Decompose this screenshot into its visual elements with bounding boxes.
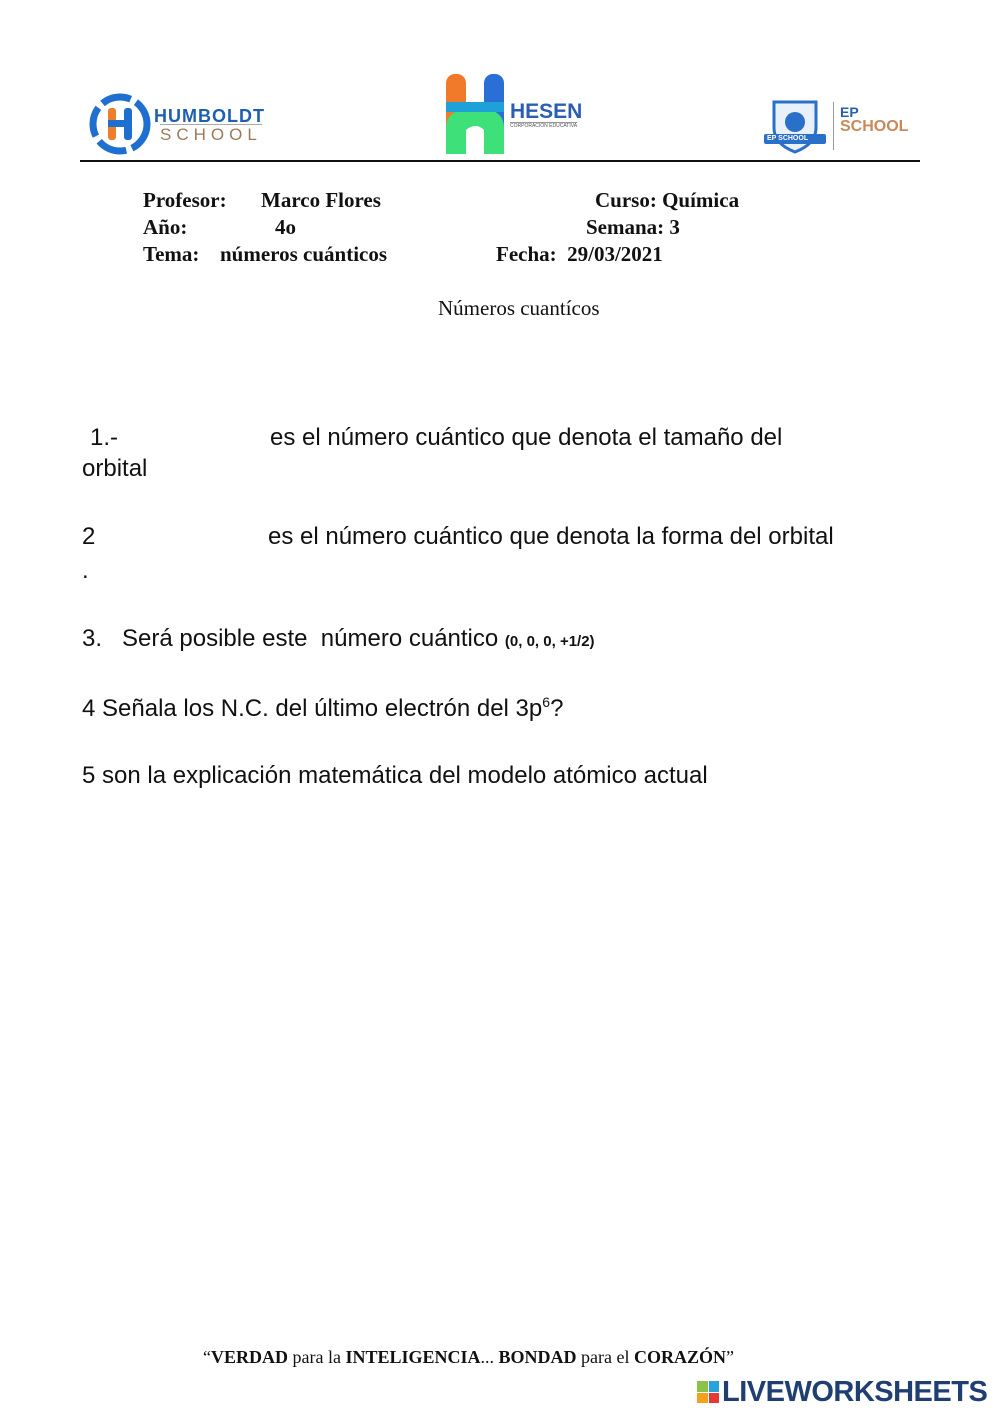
profesor-label: Profesor: <box>143 188 227 212</box>
anio-value: 4o <box>275 215 296 239</box>
q4-superscript: 6 <box>542 694 551 710</box>
motto-word: INTELIGENCIA <box>345 1347 481 1367</box>
logo-divider <box>833 102 834 150</box>
hesen-logo-tagline: CORPORACIÓN EDUCATIVA <box>510 123 578 129</box>
q1-text-continued: orbital <box>82 455 148 482</box>
motto-word: BONDAD <box>498 1347 577 1367</box>
profesor-value: Marco Flores <box>261 188 381 212</box>
q1-text: es el número cuántico que denota el tamaño del <box>270 424 783 451</box>
quote-open: “ <box>203 1347 211 1367</box>
q1-number: 1.- <box>90 424 119 451</box>
q2-answer-input[interactable] <box>105 521 264 553</box>
q3-text: 3. Será posible este número cuántico <box>82 625 499 652</box>
liveworksheets-watermark[interactable]: LIVEWORKSHEETS <box>722 1376 988 1408</box>
quote-close: ” <box>726 1347 735 1367</box>
ep-school-shield-icon <box>762 98 828 154</box>
humboldt-logo-icon <box>88 92 152 156</box>
q4-answer-input[interactable] <box>640 692 904 724</box>
q2-text-continued: . <box>82 557 89 584</box>
curso: Curso: Química <box>595 188 740 212</box>
q4 <box>82 694 563 723</box>
ep-logo-line2: SCHOOL <box>840 118 909 135</box>
hesen-logo-name: HESEN <box>510 100 583 123</box>
worksheet-title: Números cuantícos <box>438 296 600 320</box>
motto-word: para el <box>576 1347 635 1367</box>
tema-value: números cuánticos <box>220 242 388 266</box>
motto-word: VERDAD <box>211 1347 289 1367</box>
motto-word: ... <box>480 1347 499 1367</box>
q5-text: 5 son la explicación matemática del modelo atómico actual <box>82 762 708 789</box>
tema-label: Tema: <box>143 242 200 266</box>
humboldt-logo-line1: HUMBOLDT <box>154 106 265 126</box>
hesen-logo-icon <box>444 72 508 156</box>
q1-answer-input[interactable] <box>128 422 267 454</box>
ep-school-badge-text: EP SCHOOL <box>767 135 809 142</box>
motto-word: CORAZÓN <box>634 1347 727 1367</box>
semana: Semana: 3 <box>586 215 680 239</box>
q3-answer-input[interactable] <box>680 622 904 654</box>
humboldt-logo-line2: SCHOOL <box>160 125 262 144</box>
ep-logo-line1: EP <box>840 104 859 120</box>
q2-text: es el número cuántico que denota la forma del orbital <box>268 523 834 550</box>
q2-number: 2 <box>82 523 96 550</box>
q3 <box>82 625 595 653</box>
q4-end: ? <box>550 695 564 722</box>
header-rule <box>80 160 920 162</box>
q4-text: 4 Señala los N.C. del último electrón del 3p <box>82 695 543 722</box>
motto-word: para la <box>288 1347 346 1367</box>
q3-quantum-numbers: (0, 0, 0, +1/2) <box>504 633 595 650</box>
footer-motto <box>203 1347 734 1368</box>
anio-label: Año: <box>143 215 188 239</box>
liveworksheets-logo-icon <box>697 1381 719 1403</box>
fecha: Fecha: 29/03/2021 <box>496 242 663 266</box>
